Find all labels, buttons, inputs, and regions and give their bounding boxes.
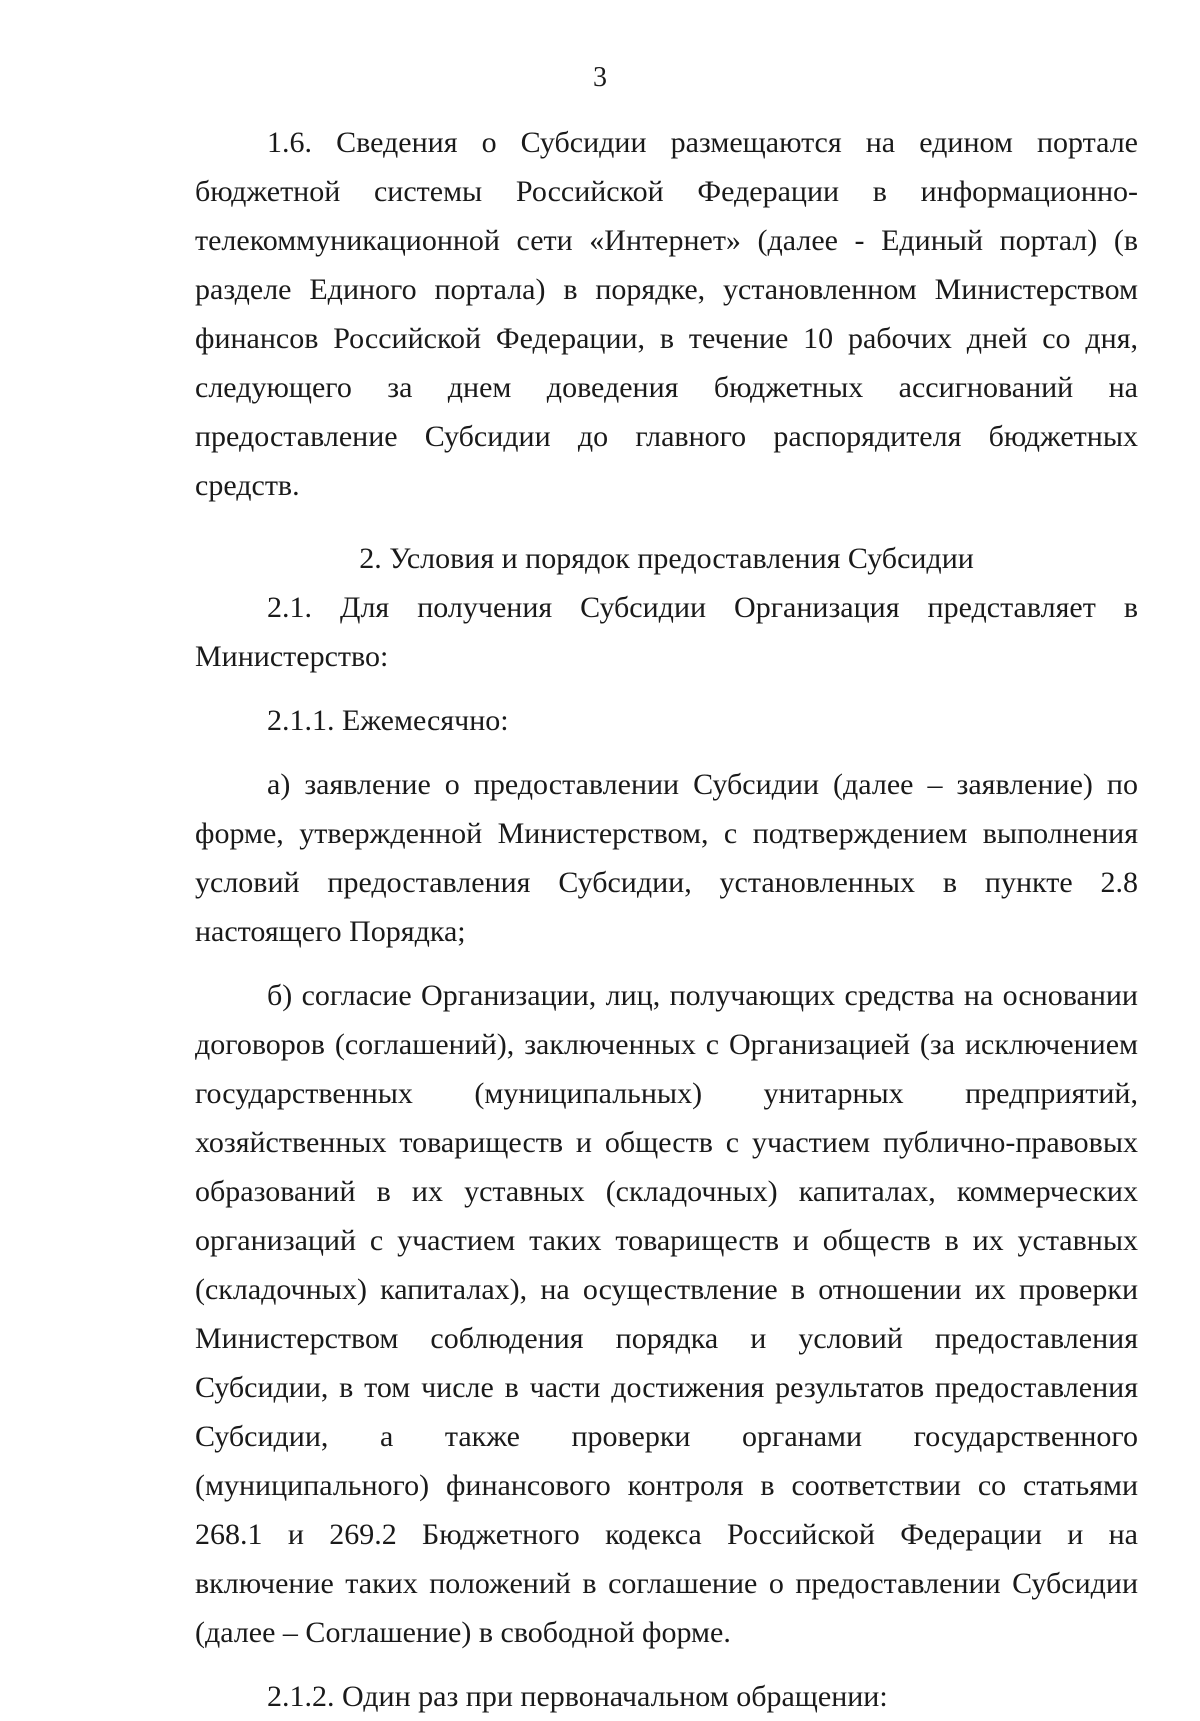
paragraph-b: б) согласие Организации, лиц, получающих средства на основании договоров (соглашений), заключенных с Организацией (за исключением государственных (муниципальных) унитарных предприятий, хозяйственных товариществ и обществ с участием публично-правовых образований в их уставных (складочных) капиталах, коммерческих организаций с участием таких товариществ и обществ в их уставных (складочных) капиталах), на осуществление в отношении их проверки Министерством соблюдения порядка и условий предоставления Субсидии, в том числе в части достижения результатов предоставления Субсидии, а также проверки органами государственного (муниципального) финансового контроля в соответствии со статьями 268.1 и 269.2 Бюджетного кодекса Российской Федерации и на включение таких положений в соглашение о предоставлении Субсидии (далее – Соглашение) в свободной форме. <box>195 979 1138 1649</box>
paragraph-2-1-1: 2.1.1. Ежемесячно: <box>267 704 509 737</box>
paragraph-a: а) заявление о предоставлении Субсидии (далее – заявление) по форме, утвержденной Министерством, с подтверждением выполнения условий предоставления Субсидии, установленных в пункте 2.8 настоящего Порядка; <box>195 768 1138 948</box>
paragraph-1-6: 1.6. Сведения о Субсидии размещаются на едином портале бюджетной системы Российской Федерации в информационно-телекоммуникационной сети «Интернет» (далее - Единый портал) (в разделе Единого портала) в порядке, установленном Министерством финансов Российской Федерации, в течение 10 рабочих дней со дня, следующего за днем доведения бюджетных ассигнований на предоставление Субсидии до главного распорядителя бюджетных средств. <box>195 126 1138 502</box>
paragraph-2-1-2: 2.1.2. Один раз при первоначальном обращении: <box>267 1680 888 1713</box>
paragraph-2-1-line: 2.1. Для получения Субсидии Организация представляет в <box>267 591 1138 624</box>
section-heading-2: 2. Условия и порядок предоставления Субсидии <box>359 542 974 575</box>
paragraph-2-1-continuation: Министерство: <box>195 640 389 673</box>
paragraph-2-1 <box>195 583 1138 681</box>
page-number: 3 <box>593 62 607 93</box>
document-body <box>195 118 1138 1721</box>
